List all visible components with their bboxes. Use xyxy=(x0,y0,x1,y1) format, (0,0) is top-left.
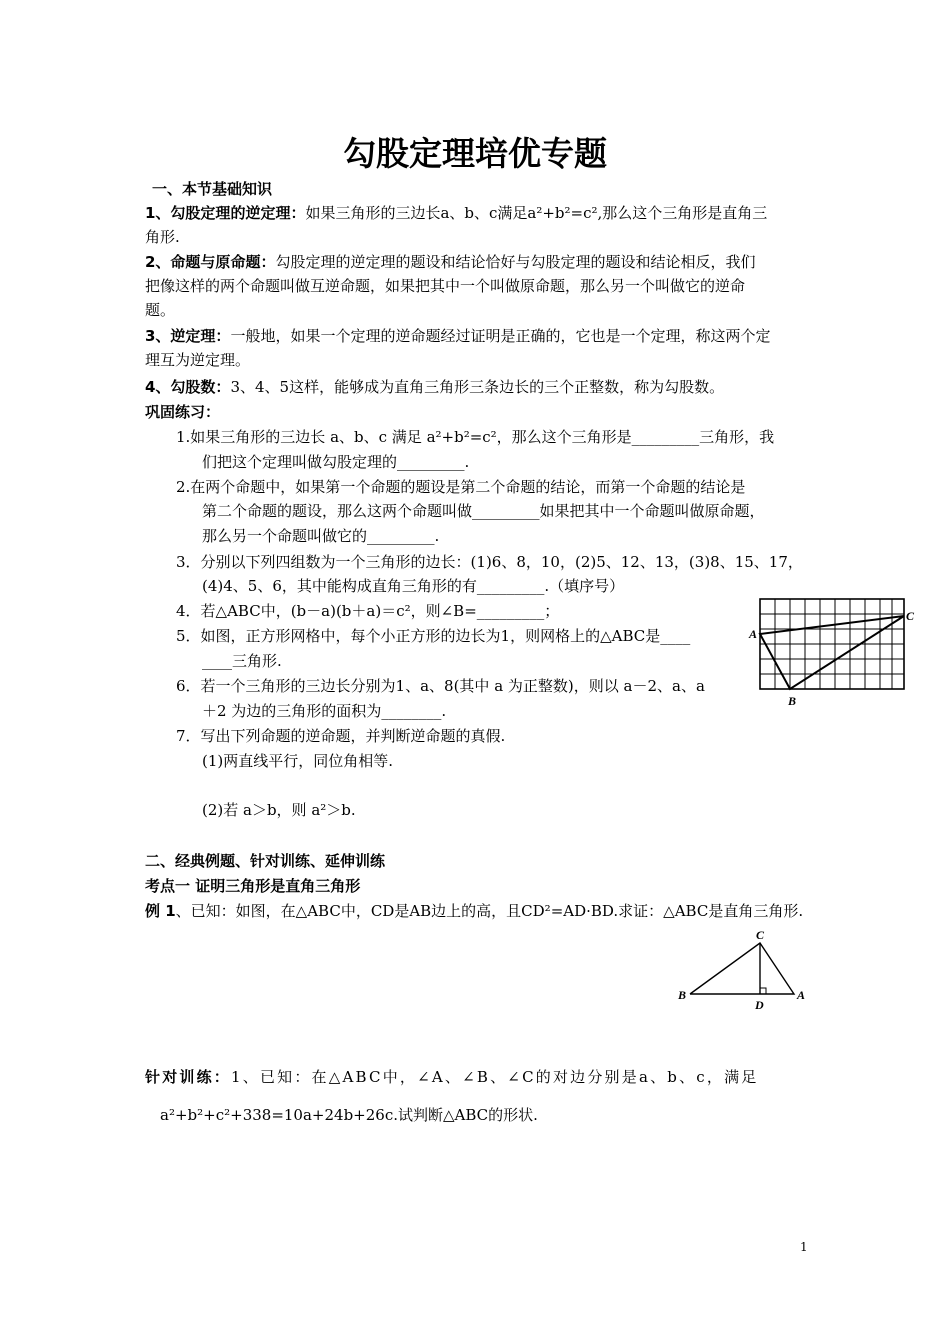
practice-line: 5．如图，正方形网格中，每个小正方形的边长为1，则网格上的△ABC是____ xyxy=(176,627,691,645)
right-angle-mark xyxy=(760,988,766,994)
tri-label-d: D xyxy=(755,998,764,1012)
practice-line: (1)两直线平行，同位角相等. xyxy=(202,752,394,770)
item2-label: 2、命题与原命题： xyxy=(145,253,276,271)
section1-heading: 一、本节基础知识 xyxy=(152,180,273,198)
item2-line1 xyxy=(145,250,755,274)
item3-line1 xyxy=(145,324,770,348)
training-text: 1、已知：在△ABC中，∠A、∠B、∠C的对边分别是a、b、c，满足 xyxy=(231,1068,759,1086)
grid-label-a: A xyxy=(749,627,758,641)
triangle-abc xyxy=(760,616,904,689)
item2-line2: 把像这样的两个命题叫做互逆命题，如果把其中一个叫做原命题，那么另一个叫做它的逆命 xyxy=(145,277,746,295)
practice-line: 那么另一个命题叫做它的_________. xyxy=(202,527,440,545)
practice-line: ____三角形. xyxy=(202,652,282,670)
triangle-sides xyxy=(690,943,794,994)
item1-text: 如果三角形的三边长a、b、c满足a²+b²=c²,那么这个三角形是直角三 xyxy=(305,204,768,222)
example-label: 例 1 xyxy=(145,902,176,920)
example-1 xyxy=(145,899,803,923)
item3-text: 一般地，如果一个定理的逆命题经过证明是正确的，它也是一个定理，称这两个定 xyxy=(230,327,771,345)
practice-line: 6．若一个三角形的三边长分别为1、a、8(其中 a 为正整数)，则以 a－2、a、a xyxy=(176,677,705,695)
item3-line2: 理互为逆定理。 xyxy=(145,351,251,369)
practice-line: ＋2 为边的三角形的面积为________. xyxy=(202,702,447,720)
practice-line: (4)4、5、6，其中能构成直角三角形的有_________.（填序号） xyxy=(202,577,625,595)
item4-line1 xyxy=(145,375,724,399)
training-line1 xyxy=(145,1065,759,1089)
item4-text: 3、4、5这样，能够成为直角三角形三条边长的三个正整数，称为勾股数。 xyxy=(230,378,725,396)
item2-line3: 题。 xyxy=(145,301,176,319)
practice-line: 2.在两个命题中，如果第一个命题的题设是第二个命题的结论，而第一个命题的结论是 xyxy=(176,478,746,496)
tri-label-a: A xyxy=(797,988,806,1002)
item1-line1 xyxy=(145,201,767,225)
page-title: 勾股定理培优专题 xyxy=(343,134,607,173)
practice-line: 们把这个定理叫做勾股定理的_________. xyxy=(202,453,470,471)
training-line2: a²+b²+c²+338=10a+24b+26c.试判断△ABC的形状. xyxy=(160,1106,538,1124)
item4-label: 4、勾股数： xyxy=(145,378,231,396)
practice-line: 1.如果三角形的三边长 a、b、c 满足 a²+b²=c²，那么这个三角形是_________三角形，我 xyxy=(176,428,775,446)
practice-line: (2)若 a＞b，则 a²＞b. xyxy=(202,801,356,819)
page-number: 1 xyxy=(800,1240,808,1254)
item1-label: 1、勾股定理的逆定理： xyxy=(145,204,306,222)
item2-text: 勾股定理的逆定理的题设和结论恰好与勾股定理的题设和结论相反，我们 xyxy=(275,253,756,271)
kaodian-heading: 考点一 证明三角形是直角三角形 xyxy=(145,877,361,895)
section2-heading: 二、经典例题、针对训练、延伸训练 xyxy=(145,852,386,870)
item3-label: 3、逆定理： xyxy=(145,327,231,345)
practice-heading: 巩固练习： xyxy=(145,403,221,421)
item1-line2: 角形. xyxy=(145,228,180,246)
triangle-figure xyxy=(676,925,816,1015)
tri-label-b: B xyxy=(678,988,687,1002)
practice-line: 4．若△ABC中，(b－a)(b＋a)＝c²，则∠B=_________； xyxy=(176,602,560,620)
practice-line: 7．写出下列命题的逆命题，并判断逆命题的真假. xyxy=(176,727,506,745)
training-label: 针对训练： xyxy=(145,1068,232,1086)
practice-line: 3．分别以下列四组数为一个三角形的边长：(1)6、8，10，(2)5、12、13，(3)8、15、17， xyxy=(176,553,803,571)
grid-label-b: B xyxy=(788,694,797,708)
practice-line: 第二个命题的题设，那么这两个命题叫做_________如果把其中一个命题叫做原命题， xyxy=(202,502,765,520)
example-text: 、已知：如图，在△ABC中，CD是AB边上的高，且CD²=AD·BD.求证：△ABC是直角三角形. xyxy=(175,902,804,920)
grid-figure xyxy=(748,593,918,711)
tri-label-c: C xyxy=(756,928,765,942)
grid-label-c: C xyxy=(906,609,915,623)
